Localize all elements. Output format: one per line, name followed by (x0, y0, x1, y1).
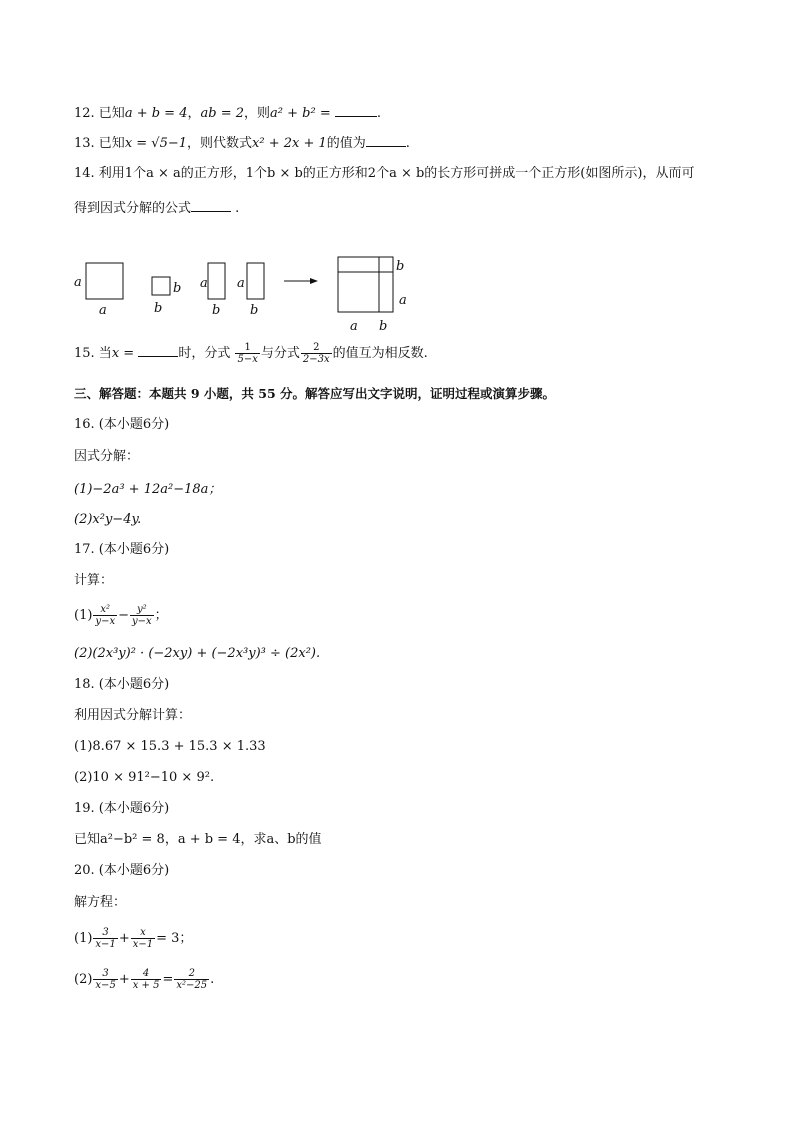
q16-intro: 因式分解： (74, 449, 140, 464)
q20-p2-f2-num: 4 (142, 968, 150, 979)
fig-label-a-rect2: a (237, 276, 245, 291)
q13-end: . (405, 136, 410, 151)
q17-f1-den: y−x (95, 616, 116, 627)
q20-part-2 (74, 968, 214, 991)
q14-end: . (235, 201, 240, 216)
q14-answer-blank[interactable] (191, 199, 231, 212)
q12-math-3: a² + b² = (270, 106, 331, 121)
q15-prefix: 15. 当 (74, 346, 112, 361)
q17-f1-num: x² (100, 604, 111, 615)
q19-head: 19. (本小题6分) (74, 801, 170, 816)
square-composition-figure (70, 254, 490, 336)
q20-p1-equals: = 3； (156, 931, 193, 946)
q15-f2-num: 2 (313, 342, 320, 353)
q17-p1-end: ； (154, 608, 168, 623)
q17-minus: − (118, 608, 129, 623)
q20-p2-f1-num: 3 (102, 968, 109, 979)
q15-answer-blank[interactable] (138, 344, 178, 357)
q17-p1-prefix: (1) (74, 608, 93, 623)
q12-math-1: a + b = 4 (124, 106, 188, 121)
q12-sep: ， (187, 106, 201, 121)
q20-p2-end: . (210, 972, 215, 987)
q20-p1-fraction-1 (93, 927, 117, 950)
q12-end: . (376, 106, 381, 121)
q20-p2-f2-den: x + 5 (132, 980, 160, 991)
q16-part-1: (1)−2a³ + 12a²−18a； (74, 482, 222, 497)
question-13 (74, 134, 410, 153)
q20-p2-fraction-3 (174, 968, 209, 991)
q15-fraction-2 (301, 342, 332, 365)
fig-label-a-big-below: a (350, 319, 358, 334)
fig-label-a-left-big: a (74, 275, 82, 290)
q13-answer-blank[interactable] (366, 134, 406, 147)
q16-head: 16. (本小题6分) (74, 417, 170, 432)
fig-square-b (152, 277, 170, 295)
q18-head: 18. (本小题6分) (74, 677, 170, 692)
fig-label-b-rect1: b (212, 303, 221, 318)
q20-p1-f2-num: x (140, 927, 146, 938)
question-14-line-2 (74, 199, 239, 218)
q15-post: 的值互为相反数. (332, 346, 428, 361)
fig-label-a-below-big: a (99, 303, 107, 318)
q20-p2-f3-den: x²−25 (176, 980, 208, 991)
question-14-line-1: 14. 利用1个a × a的正方形，1个b × b的正方形和2个a × b的长方形可拼成一个正方形(如图所示)，从而可 (74, 166, 695, 181)
q13-post: 的值为 (326, 136, 366, 151)
fig-rect-2 (247, 263, 264, 299)
fig-arrow-head (310, 278, 318, 284)
q20-p1-fraction-2 (131, 927, 155, 950)
q17-intro: 计算： (74, 573, 114, 588)
q17-fraction-2 (130, 604, 154, 627)
q20-p1-prefix: (1) (74, 931, 93, 946)
q20-p2-fraction-1 (93, 968, 117, 991)
q20-p1-f2-den: x−1 (132, 939, 154, 950)
q18-part-1: (1)8.67 × 15.3 + 15.3 × 1.33 (74, 739, 266, 754)
fig-square-a (86, 263, 123, 299)
q17-part-2: (2)(2x³y)² · (−2xy) + (−2x³y)³ ÷ (2x²). (74, 646, 321, 661)
q20-p1-f1-den: x−1 (95, 939, 116, 950)
q12-math-2: ab = 2 (200, 106, 245, 121)
q13-math-1: x = √5−1 (124, 136, 188, 151)
fig-label-a-big-right: a (399, 293, 407, 308)
q13-math-2: x² + 2x + 1 (252, 136, 327, 151)
fig-label-b-big-below: b (379, 319, 388, 334)
question-12 (74, 104, 381, 123)
q16-part-2: (2)x²y−4y. (74, 512, 142, 527)
q17-part-1 (74, 604, 168, 627)
q19-text: 已知a²−b² = 8，a + b = 4，求a、b的值 (74, 832, 322, 847)
q12-prefix: 12. 已知 (74, 106, 125, 121)
q13-mid: ，则代数式 (187, 136, 253, 151)
q13-prefix: 13. 已知 (74, 136, 125, 151)
q12-mid: ，则 (244, 106, 271, 121)
fig-label-b-right-small: b (173, 281, 182, 296)
q17-head: 17. (本小题6分) (74, 542, 170, 557)
fig-label-b-rect2: b (250, 303, 259, 318)
q20-head: 20. (本小题6分) (74, 863, 170, 878)
q20-p1-f1-num: 3 (102, 927, 109, 938)
q15-f2-den: 2−3x (302, 354, 330, 365)
q20-part-1 (74, 927, 192, 950)
q12-answer-blank[interactable] (335, 104, 377, 117)
q20-p2-f3-num: 2 (188, 968, 195, 979)
q17-fraction-1 (93, 604, 117, 627)
q18-part-2: (2)10 × 91²−10 × 9². (74, 770, 215, 785)
q15-math-1: x = (111, 346, 135, 361)
q20-intro: 解方程： (74, 895, 127, 910)
section-3-header: 三、解答题：本题共 9 小题，共 55 分。解答应写出文字说明，证明过程或演算步骤。 (74, 386, 556, 401)
q20-p2-equals: = (162, 972, 174, 987)
q20-p2-prefix: (2) (74, 972, 93, 987)
q15-fraction-1 (235, 342, 259, 365)
q20-p2-plus: + (118, 972, 130, 987)
fig-label-b-big-right: b (396, 259, 405, 274)
fig-label-b-below-small: b (154, 301, 163, 316)
q17-f2-den: y−x (132, 616, 152, 627)
q20-p1-plus: + (118, 931, 130, 946)
fig-big-square (338, 257, 393, 312)
q15-f1-num: 1 (244, 342, 251, 353)
q15-f1-den: 5−x (237, 354, 258, 365)
q20-p2-fraction-2 (131, 968, 162, 991)
q15-mid-1: 时，分式 (178, 346, 231, 361)
q18-intro: 利用因式分解计算： (74, 708, 192, 723)
q20-p2-f1-den: x−5 (95, 980, 116, 991)
fig-rect-1 (208, 263, 225, 299)
q17-f2-num: y² (137, 604, 147, 615)
q15-mid-2: 与分式 (260, 346, 300, 361)
question-15 (74, 342, 428, 365)
fig-label-a-rect1: a (200, 276, 208, 291)
q14-line-2-text: 得到因式分解的公式 (74, 201, 192, 216)
